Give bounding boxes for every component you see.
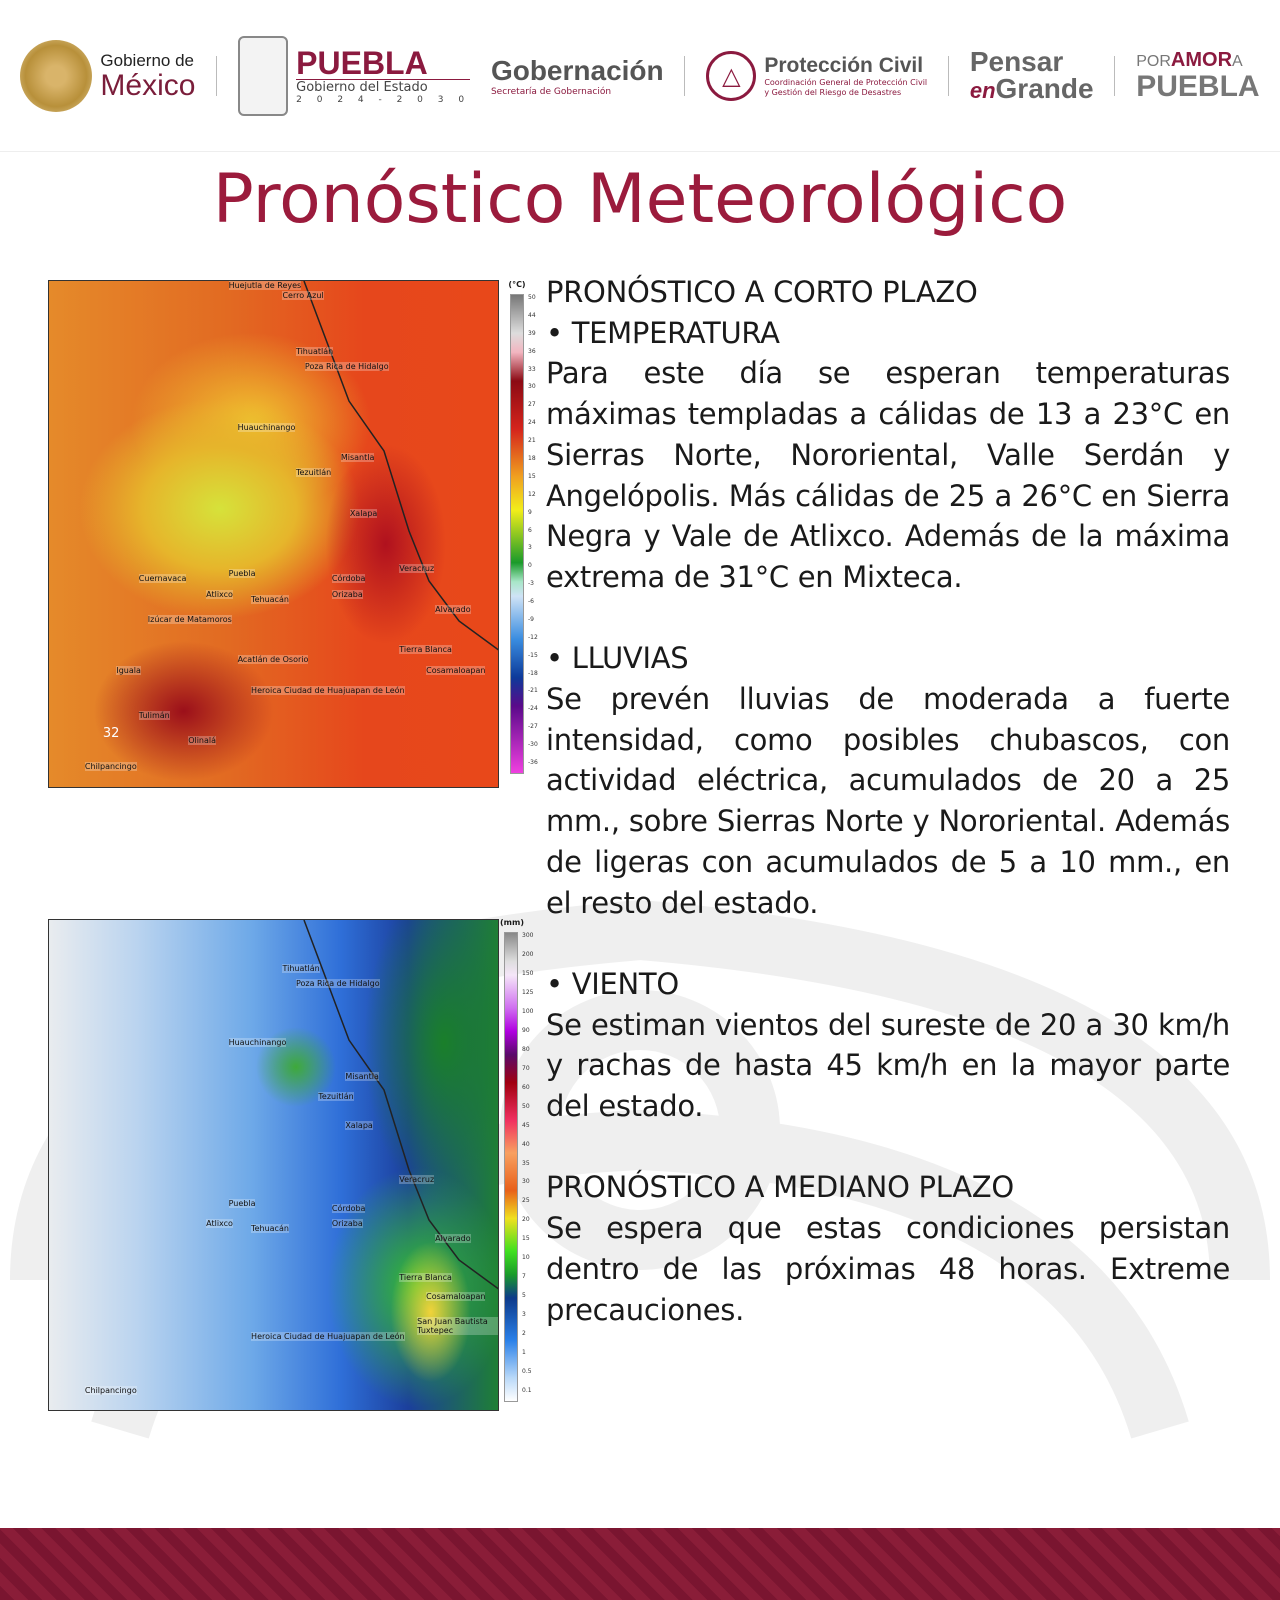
legend-tick-label: -12 (528, 633, 538, 641)
logo-proteccion-civil (706, 51, 927, 101)
logo-text: Gobernación (490, 54, 664, 86)
temperature-text: Para este día se esperan temperaturas máximas templadas a cálidas de 13 a 23°C en Sierras Norte, Nororiental, Valle Serdán y Angelópolis. Más cálidas de 25 a 26°C en Sierra Negra y Vale de Atlixco. Además de la máxima extrema de 31°C en Mixteca. (546, 356, 1230, 594)
legend-tick-label: 90 (522, 1026, 530, 1034)
legend-tick-label: 15 (522, 1235, 530, 1243)
map-place-label: Huauchinango (228, 1037, 287, 1047)
rainfall-forecast-map (48, 919, 499, 1411)
map-place-label: Huauchinango (237, 422, 296, 432)
logo-text: y Gestión del Riesgo de Desastres (764, 87, 902, 97)
map-place-label: Córdoba (331, 1204, 366, 1214)
puebla-shield-icon (238, 36, 288, 116)
legend-tick-label: 36 (528, 347, 536, 355)
logo-gobernacion (491, 55, 664, 97)
legend-tick-label: 15 (528, 472, 536, 480)
map-place-label: Chilpancingo (84, 761, 137, 771)
legend-tick-label: 10 (522, 1254, 530, 1262)
legend-tick-label: 20 (522, 1216, 530, 1224)
logo-text: Coordinación General de Protección Civil (764, 77, 928, 87)
header-logos (0, 0, 1280, 152)
map-place-label: Misantla (345, 1071, 379, 1081)
legend-tick-label: -18 (528, 669, 538, 677)
map-place-label: Tezuitlán (295, 468, 332, 478)
logo-text: 2 0 2 4 - 2 0 3 0 (296, 94, 471, 105)
temperature-legend (506, 280, 546, 790)
map-place-label: Tierra Blanca (399, 645, 452, 655)
page-title: Pronóstico Meteorológico (212, 160, 1068, 239)
medium-term-heading: PRONÓSTICO A MEDIANO PLAZO (546, 1170, 1014, 1205)
legend-tick-label: 100 (522, 1007, 534, 1015)
legend-tick-label: 3 (528, 544, 532, 552)
map-place-label: Tezuitlán (318, 1091, 354, 1101)
legend-tick-label: 18 (528, 454, 536, 462)
map-place-label: Tihuatlán (295, 346, 334, 356)
legend-tick-label: 0.1 (522, 1387, 532, 1394)
logo-text: Secretaría de Gobernación (490, 86, 612, 97)
legend-tick-label: -21 (528, 687, 538, 695)
footer-pattern-band (0, 1528, 1280, 1600)
map-place-label: Cuernavaca (138, 574, 187, 584)
map-place-label: Tehuacán (251, 1223, 289, 1233)
legend-tick-label: -24 (528, 705, 538, 713)
legend-tick-label: 0.5 (522, 1368, 532, 1376)
map-place-label: Puebla (228, 1199, 256, 1209)
map-place-label: Tehuacán (251, 594, 289, 604)
divider (684, 56, 685, 96)
legend-tick-label: 5 (522, 1292, 526, 1300)
legend-tick-label: 50 (528, 294, 536, 301)
map-place-label: Poza Rica de Hidalgo (304, 361, 389, 371)
divider (216, 56, 217, 96)
legend-tick-label: 21 (528, 437, 536, 445)
wind-text: Se estiman vientos del sureste de 20 a 30 km/h y rachas de hasta 45 km/h en la mayor parte del estado. (546, 1007, 1230, 1124)
legend-color-bar (504, 932, 518, 1402)
legend-tick-label: 44 (528, 311, 536, 319)
legend-tick-label: 2 (522, 1330, 526, 1338)
legend-tick-label: 30 (522, 1178, 530, 1186)
map-place-label: Córdoba (331, 574, 366, 584)
logo-puebla (238, 36, 470, 116)
legend-tick-label: -3 (528, 580, 534, 588)
map-place-label: Xalapa (349, 508, 378, 518)
legend-tick-label: 9 (528, 508, 532, 516)
divider (948, 56, 949, 96)
logo-text: en (969, 77, 996, 103)
map-place-label: Veracruz (399, 564, 435, 574)
legend-tick-label: 30 (528, 383, 536, 391)
map-place-label: Orizaba (331, 1218, 363, 1228)
legend-tick-label: 6 (528, 526, 532, 534)
legend-tick-label: 80 (522, 1045, 530, 1053)
legend-tick-label: 7 (522, 1273, 526, 1281)
temperature-heading: • TEMPERATURA (546, 315, 780, 350)
logo-text: Gobierno de (100, 50, 194, 70)
map-place-label: Cosamaloapan (426, 665, 486, 675)
legend-tick-label: 24 (528, 419, 536, 427)
map-place-label: Tulimán (138, 711, 170, 721)
logo-text: Gobierno del Estado (296, 79, 470, 95)
legend-tick-label: 39 (528, 329, 536, 337)
legend-tick-label: 40 (522, 1140, 530, 1148)
logo-gobierno-de-mexico (20, 40, 195, 112)
map-place-label: 32 (102, 726, 120, 742)
logo-pensar-en-grande (969, 45, 1094, 104)
map-place-label: Atlixco (206, 589, 233, 599)
map-place-label: Chilpancingo (84, 1385, 137, 1395)
rain-text: Se prevén lluvias de moderada a fuerte intensidad, como posibles chubascos, con actividad eléctrica, acumulados de 20 a 25 mm., sobre Sierras Norte y Nororiental. Además de ligeras con acumulados de 5 a 10 mm., en el resto del estado. (546, 682, 1230, 920)
legend-tick-label: 45 (522, 1121, 530, 1129)
map-place-label: Tihuatlán (282, 964, 320, 974)
coastline (49, 281, 499, 788)
legend-tick-label: -15 (528, 651, 538, 659)
legend-tick-label: 150 (522, 969, 534, 977)
map-place-label: Misantla (340, 453, 375, 463)
logo-text: PUEBLA (1136, 70, 1260, 103)
map-place-label: Veracruz (399, 1174, 435, 1184)
national-seal-icon (20, 40, 92, 112)
legend-tick-label: 35 (522, 1159, 530, 1167)
logo-text: Protección Civil (764, 53, 924, 77)
legend-unit: (mm) (500, 918, 524, 927)
logo-text: AMOR (1170, 49, 1233, 71)
medium-term-text: Se espera que estas condiciones persistan dentro de las próximas 48 horas. Extreme precauciones. (546, 1211, 1230, 1327)
legend-tick-label: 300 (522, 932, 534, 939)
legend-tick-label: 1 (522, 1349, 526, 1357)
legend-tick-label: 200 (522, 950, 534, 958)
short-term-heading: PRONÓSTICO A CORTO PLAZO (546, 275, 978, 309)
map-place-label: Cerro Azul (282, 291, 324, 301)
map-place-label: Atlixco (206, 1218, 233, 1228)
divider (1114, 56, 1115, 96)
map-place-label: Heroica Ciudad de Huajuapan de León (251, 1331, 405, 1341)
legend-tick-label: -9 (528, 615, 534, 623)
legend-tick-label: 0 (528, 562, 532, 570)
legend-tick-label: 33 (528, 365, 536, 373)
legend-tick-label: 3 (522, 1311, 526, 1319)
map-place-label: Orizaba (331, 589, 363, 599)
legend-tick-label: 50 (522, 1102, 530, 1110)
triangle-icon: △ (706, 51, 756, 101)
map-place-label: San Juan Bautista Tuxtepec (417, 1317, 498, 1335)
rain-heading: • LLUVIAS (546, 641, 689, 676)
map-place-label: Huejutla de Reyes (228, 281, 302, 290)
logo-text: Pensar (969, 45, 1064, 77)
legend-unit: (°C) (508, 280, 526, 289)
logo-text: Grande (995, 72, 1094, 104)
map-place-label: Xalapa (345, 1120, 373, 1130)
map-place-label: Poza Rica de Hidalgo (295, 978, 380, 988)
temperature-forecast-map (48, 280, 499, 788)
map-place-label: Acatlán de Osorio (237, 655, 309, 665)
forecast-text (546, 272, 1230, 1330)
legend-tick-label: 25 (522, 1197, 530, 1205)
rainfall-legend (500, 918, 540, 1413)
wind-heading: • VIENTO (546, 966, 679, 1001)
legend-tick-label: 125 (522, 988, 534, 996)
logo-text: A (1232, 53, 1243, 70)
map-place-label: Tierra Blanca (399, 1272, 452, 1282)
map-place-label: Heroica Ciudad de Huajuapan de León (251, 685, 405, 695)
logo-text: PUEBLA (296, 44, 428, 81)
legend-tick-label: -30 (528, 741, 538, 749)
logo-por-amor-a-puebla (1136, 49, 1259, 102)
map-place-label: Alvarado (435, 604, 471, 614)
map-place-label: Puebla (228, 569, 256, 579)
legend-color-bar (510, 294, 524, 774)
map-place-label: Iguala (116, 665, 141, 675)
legend-tick-label: 12 (528, 490, 536, 498)
legend-tick-label: -27 (528, 723, 538, 731)
map-place-label: Alvarado (435, 1233, 471, 1243)
legend-tick-label: -36 (528, 759, 538, 766)
legend-tick-label: 70 (522, 1064, 530, 1072)
legend-tick-label: 27 (528, 401, 536, 409)
legend-tick-label: -6 (528, 598, 534, 606)
map-place-label: Olinalá (188, 736, 217, 746)
logo-text: México (100, 68, 196, 102)
legend-tick-label: 60 (522, 1083, 530, 1091)
map-place-label: Cosamaloapan (426, 1292, 486, 1302)
logo-text: POR (1136, 53, 1171, 70)
map-place-label: Izúcar de Matamoros (147, 614, 232, 624)
